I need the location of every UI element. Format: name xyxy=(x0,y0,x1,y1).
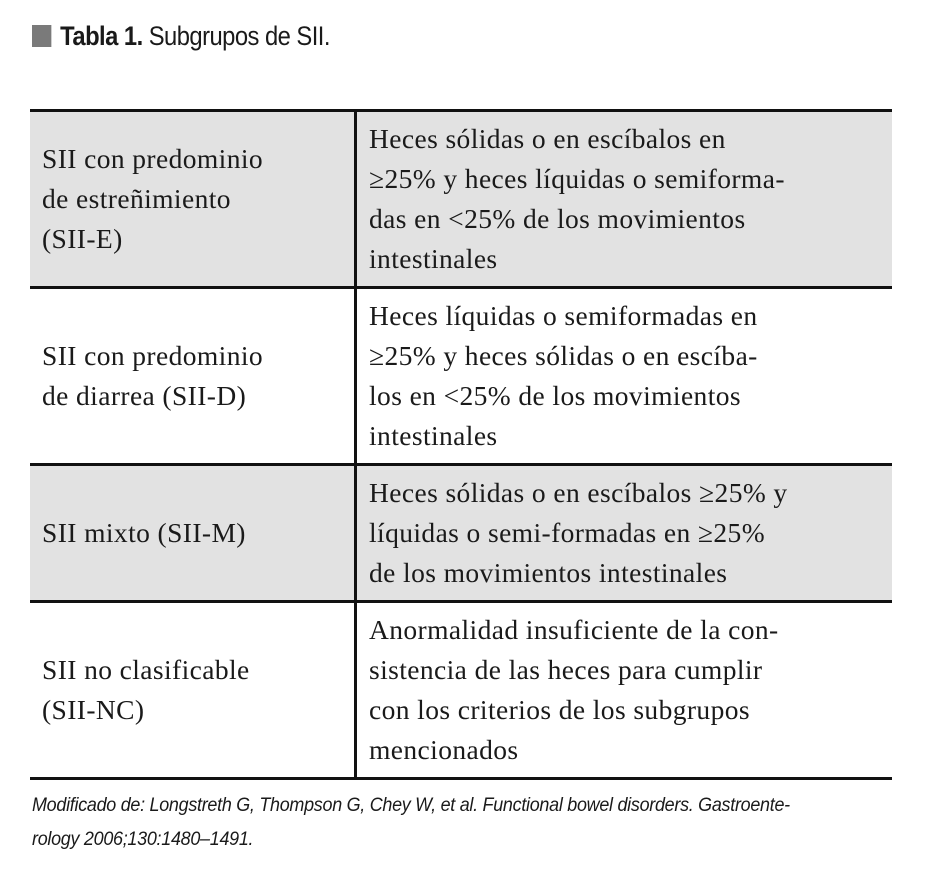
subgroup-name-line: (SII-E) xyxy=(42,223,123,254)
subgroup-name-line: SII con predominio xyxy=(42,340,264,371)
subgroup-description-line: Heces sólidas o en escíbalos ≥25% y xyxy=(369,477,788,508)
subgroup-description-line: sistencia de las heces para cumplir xyxy=(369,654,763,685)
caption-square-icon xyxy=(32,25,51,47)
table-caption xyxy=(32,18,330,54)
caption-label: Tabla 1. xyxy=(60,21,143,51)
subgroup-description-line: intestinales xyxy=(369,420,498,451)
subgroup-name-cell xyxy=(30,111,356,288)
source-note-line: Modificado de: Longstreth G, Thompson G, Chey W, et al. Functional bowel disorders. Gastroente- xyxy=(32,794,790,816)
caption-text: Subgrupos de SII. xyxy=(142,21,330,51)
subgroup-description-cell xyxy=(356,465,893,602)
subgroup-description-line: ≥25% y heces líquidas o semiforma- xyxy=(369,163,785,194)
source-note xyxy=(32,788,860,856)
subgroup-description-cell xyxy=(356,602,893,779)
subgroups-table xyxy=(30,109,892,780)
subgroup-description-line: de los movimientos intestinales xyxy=(369,557,728,588)
subgroup-name-line: de diarrea (SII-D) xyxy=(42,380,247,411)
subgroup-name-line: SII no clasificable xyxy=(42,654,250,685)
subgroup-name-cell xyxy=(30,602,356,779)
subgroup-name-line: SII mixto (SII-M) xyxy=(42,517,246,548)
subgroup-description-cell xyxy=(356,288,893,465)
table-row xyxy=(30,111,892,288)
subgroup-description-line: Heces líquidas o semiformadas en xyxy=(369,300,758,331)
subgroup-description-line: Heces sólidas o en escíbalos en xyxy=(369,123,726,154)
subgroup-description-line: ≥25% y heces sólidas o en escíba- xyxy=(369,340,758,371)
subgroup-name-cell xyxy=(30,288,356,465)
subgroup-description-line: intestinales xyxy=(369,243,498,274)
subgroup-name-line: (SII-NC) xyxy=(42,694,145,725)
subgroup-name-line: SII con predominio xyxy=(42,143,264,174)
subgroup-description-line: das en <25% de los movimientos xyxy=(369,203,746,234)
subgroup-name-line: de estreñimiento xyxy=(42,183,231,214)
source-note-line: rology 2006;130:1480–1491. xyxy=(32,828,254,850)
subgroup-name-cell xyxy=(30,465,356,602)
table-row xyxy=(30,288,892,465)
subgroup-description-line: líquidas o semi-formadas en ≥25% xyxy=(369,517,766,548)
subgroup-description-line: Anormalidad insuficiente de la con- xyxy=(369,614,779,645)
subgroup-description-cell xyxy=(356,111,893,288)
subgroup-description-line: con los criterios de los subgrupos xyxy=(369,694,750,725)
subgroup-description-line: mencionados xyxy=(369,734,519,765)
table-row xyxy=(30,602,892,779)
subgroup-description-line: los en <25% de los movimientos xyxy=(369,380,741,411)
table-row xyxy=(30,465,892,602)
